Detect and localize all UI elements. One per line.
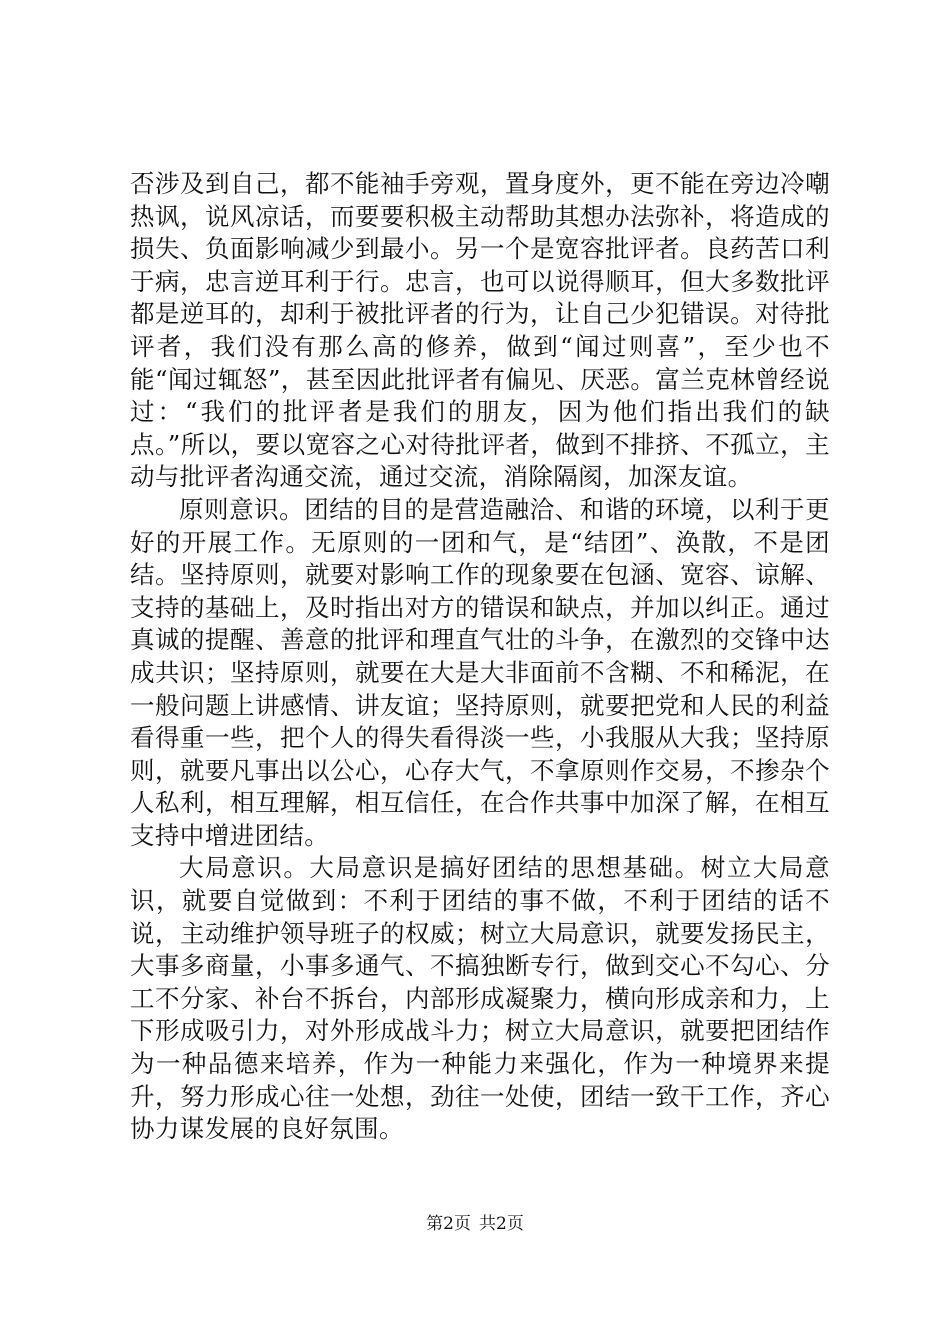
paragraph-overall-awareness: 大局意识。大局意识是搞好团结的思想基础。树立大局意识，就要自觉做到：不利于团结的事不做，不利于团结的话不说，主动维护领导班子的权威；树立大局意识，就要发扬民主，大事多商量，小事多通气、不搞独断专行，做到交心不勾心、分工不分家、补台不拆台，内部形成凝聚力，横向形成亲和力，上下形成吸引力，对外形成战斗力；树立大局意识，就要把团结作为一种品德来培养，作为一种能力来强化，作为一种境界来提升，努力形成心往一处想，劲往一处使，团结一致干工作，齐心协力谋发展的良好氛围。 <box>130 853 830 1144</box>
paragraph-principle-awareness: 原则意识。团结的目的是营造融洽、和谐的环境，以利于更好的开展工作。无原则的一团和气，是“结团”、涣散，不是团结。坚持原则，就要对影响工作的现象要在包涵、宽容、谅解、支持的基础上，及时指出对方的错误和缺点，并加以纠正。通过真诚的提醒、善意的批评和理直气壮的斗争，在激烈的交锋中达成共识；坚持原则，就要在大是大非面前不含糊、不和稀泥，在一般问题上讲感情、讲友谊；坚持原则，就要把党和人民的利益看得重一些，把个人的得失看得淡一些，小我服从大我；坚持原则，就要凡事出以公心，心存大气，不拿原则作交易，不掺杂个人私利，相互理解，相互信任，在合作共事中加深了解，在相互支持中增进团结。 <box>130 494 830 850</box>
paragraph-continuation: 否涉及到自己，都不能袖手旁观，置身度外，更不能在旁边冷嘲热讽，说风凉话，而要要积极主动帮助其想办法弥补，将造成的损失、负面影响减少到最小。另一个是宽容批评者。良药苦口利于病，忠言逆耳利于行。忠言，也可以说得顺耳，但大多数批评都是逆耳的，却利于被批评者的行为，让自己少犯错误。对待批评者，我们没有那么高的修养，做到“闻过则喜”，至少也不能“闻过辄怒”，甚至因此批评者有偏见、厌恶。富兰克林曾经说过：“我们的批评者是我们的朋友，因为他们指出我们的缺点。”所以，要以宽容之心对待批评者，做到不排挤、不孤立，主动与批评者沟通交流，通过交流，消除隔阂，加深友谊。 <box>130 169 830 492</box>
page-number: 第2页 <box>426 1214 471 1234</box>
page-total: 共2页 <box>479 1214 524 1234</box>
document-body <box>130 168 830 1146</box>
page-footer <box>0 1213 950 1235</box>
